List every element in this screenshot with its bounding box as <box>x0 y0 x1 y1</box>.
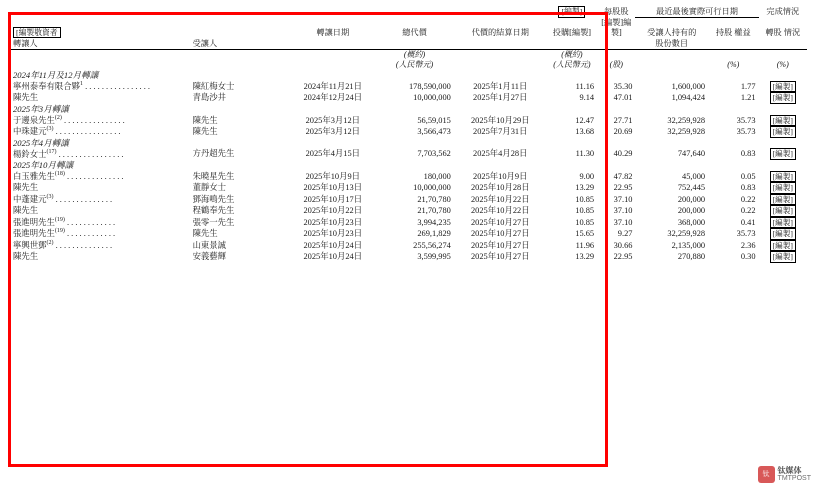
unit-approx-price: (概約) <box>561 50 583 60</box>
cell-price: 13.29 <box>575 252 595 262</box>
unit-rmb-price: (人民幣元) <box>553 60 591 70</box>
cell-shares: 200,000 <box>677 206 706 216</box>
cell-transferee: 山東景誠 <box>192 240 227 250</box>
cell-shares: 747,640 <box>677 149 706 159</box>
cell-pct2: 0.05 <box>740 171 756 181</box>
cell-consideration: 3,566,473 <box>417 127 451 137</box>
cell-transfer-date: 2025年3月12日 <box>305 127 361 137</box>
cell-pct1: 35.30 <box>613 81 633 91</box>
cell-transfer-date: 2025年10月17日 <box>303 194 363 204</box>
cell-pct2: 0.22 <box>740 194 756 204</box>
header-holding-pct: 持股 權益 <box>715 27 751 37</box>
cell-completion: [編製] <box>759 92 807 104</box>
cell-price: 13.29 <box>575 183 595 193</box>
cell-pct2: 2.36 <box>740 240 756 250</box>
cell-consideration: 178,590,000 <box>408 81 451 91</box>
unit-pct-1: (股) <box>609 60 623 70</box>
table-row <box>10 92 807 104</box>
header-group-sub1: 受讓人持有的 <box>647 27 697 37</box>
cell-pct1: 20.69 <box>613 127 633 137</box>
unit-rmb-consideration: (人民幣元) <box>395 60 434 70</box>
cell-settlement-date: 2025年10月27日 <box>470 229 530 239</box>
cell-transferor: 陳先生 <box>13 183 39 193</box>
header-transferor: 轉讓人 <box>10 38 190 50</box>
cell-pct1: 47.01 <box>613 93 633 103</box>
header-completion: 完成情況 <box>766 7 800 17</box>
cell-transfer-date: 2025年10月24日 <box>303 240 363 250</box>
cell-pct2: 0.83 <box>740 149 756 159</box>
cell-transfer-date: 2025年10月23日 <box>303 229 363 239</box>
cell-price: 12.47 <box>575 115 595 125</box>
cell-pct1: 37.10 <box>613 217 633 227</box>
cell-settlement-date: 2025年1月11日 <box>473 81 528 91</box>
cell-shares: 32,259,928 <box>667 115 706 125</box>
cell-completion: [編製] <box>759 126 807 138</box>
cell-consideration: 10,000,000 <box>413 93 451 103</box>
table-row <box>10 194 807 206</box>
cell-shares: 368,000 <box>677 217 706 227</box>
cell-transfer-date: 2025年10月9日 <box>305 171 361 181</box>
table-row <box>10 115 807 127</box>
cell-settlement-date: 2025年10月22日 <box>470 206 530 216</box>
header-group-row <box>10 6 807 18</box>
table-row <box>10 205 807 217</box>
cell-shares: 1,094,424 <box>671 93 706 103</box>
cell-price: 11.96 <box>575 240 595 250</box>
cell-shares: 270,880 <box>677 252 706 262</box>
cell-consideration: 21,70,780 <box>417 194 451 204</box>
cell-consideration: 255,56,274 <box>413 240 451 250</box>
cell-transferor: 中珠建元$^{(3)}$ . . . . . . . . . . . . . . . . <box>13 126 121 137</box>
cell-transferor: 寧興世鄧$^{(2)}$ . . . . . . . . . . . . . . <box>13 239 113 250</box>
cell-price: 15.65 <box>575 229 595 239</box>
cell-consideration: 180,000 <box>423 171 451 181</box>
watermark-text: 钛媒体 TMTPOST <box>777 465 811 482</box>
cell-price: 10.85 <box>575 217 595 227</box>
header-per-share: 每股股 <box>603 7 629 17</box>
cell-pct1: 37.10 <box>613 206 633 216</box>
cell-settlement-date: 2025年10月27日 <box>470 217 530 227</box>
cell-completion: [編製] <box>759 240 807 252</box>
cell-settlement-date: 2025年1月27日 <box>473 93 528 103</box>
header-transfer-date: 轉讓日期 <box>316 27 350 37</box>
header-price-label: 投購[編製] <box>552 27 591 37</box>
unit-pct-2: (%) <box>727 60 740 70</box>
header-completion-sub: 轉股 情況 <box>765 27 801 37</box>
cell-transferor: 張進明先生$^{(19)}$ . . . . . . . . . . . . <box>13 228 116 239</box>
table-row <box>10 228 807 240</box>
table-row <box>10 240 807 252</box>
table-row <box>10 171 807 183</box>
cell-price: 9.14 <box>579 93 595 103</box>
cell-settlement-date: 2025年10月27日 <box>470 252 530 262</box>
header-group-sub2: 股份數目 <box>635 38 708 50</box>
cell-transferor: 寧州泰奉有限合夥$^1$ . . . . . . . . . . . . . . . . <box>13 81 150 91</box>
cell-transfer-date: 2025年10月13日 <box>303 183 363 193</box>
header-per-share-sub: [編製]編製] <box>601 17 632 37</box>
cell-completion: [編製] <box>759 81 807 93</box>
cell-transferee: 陳先生 <box>192 229 218 239</box>
cell-transferee: 張零一先生 <box>192 217 235 227</box>
cell-pct1: 47.82 <box>613 171 633 181</box>
cell-settlement-date: 2025年4月28日 <box>473 149 528 159</box>
cell-shares: 32,259,928 <box>667 229 706 239</box>
cell-transferee: 安義藝輝 <box>192 252 227 262</box>
cell-transferor: 陳先生 <box>13 206 39 216</box>
section-title: 2025年10月轉讓 <box>13 159 74 170</box>
table-row <box>10 217 807 229</box>
cell-price: 11.16 <box>575 81 595 91</box>
table-row <box>10 81 807 93</box>
header-price-bracket: [編製] <box>547 6 597 18</box>
section-heading-row <box>10 70 807 81</box>
table-row <box>10 182 807 194</box>
cell-shares: 32,259,928 <box>667 127 706 137</box>
cell-transferee: 董靜女士 <box>192 183 227 193</box>
cell-consideration: 3,599,995 <box>417 252 451 262</box>
cell-transferee: 鄧海鳴先生 <box>192 194 235 204</box>
table-row <box>10 148 807 160</box>
cell-settlement-date: 2025年10月28日 <box>470 183 530 193</box>
unit-approx-consideration: (概約) <box>403 50 426 60</box>
cell-transfer-date: 2025年10月24日 <box>303 252 363 262</box>
cell-transferor: 張進明先生$^{(19)}$ . . . . . . . . . . . . <box>13 216 116 227</box>
cell-shares: 752,445 <box>677 183 706 193</box>
cell-completion: [編製] <box>759 115 807 127</box>
cell-transferor: 中蓬建元$^{(3)}$ . . . . . . . . . . . . . . <box>13 193 113 204</box>
header-sub-row-1 <box>10 18 807 39</box>
header-consideration: 總代價 <box>402 27 427 37</box>
watermark-logo-icon: 钛 <box>758 466 775 483</box>
cell-transferor: 陳先生 <box>13 252 39 262</box>
cell-consideration: 56,59,015 <box>417 115 451 125</box>
cell-pct1: 22.95 <box>613 252 633 262</box>
cell-consideration: 10,000,000 <box>413 183 451 193</box>
cell-price: 10.85 <box>575 206 595 216</box>
cell-completion: [編製] <box>759 251 807 263</box>
cell-price: 10.85 <box>575 194 595 204</box>
section-title: 2025年3月轉讓 <box>13 103 69 114</box>
cell-pct1: 22.95 <box>613 183 633 193</box>
cell-pct2: 1.21 <box>740 93 756 103</box>
cell-transferee: 青島沙井 <box>192 93 227 103</box>
cell-transferor: 于邊泉先生$^{(2)}$ . . . . . . . . . . . . . . . <box>13 114 125 125</box>
cell-transferor: 白玉雅先生$^{(18)}$ . . . . . . . . . . . . . . <box>13 170 124 181</box>
cell-consideration: 269,1,829 <box>417 229 451 239</box>
cell-transferor: 楊鈴女士$^{(17)}$ . . . . . . . . . . . . . . . . <box>13 148 124 159</box>
header-sub-row-2 <box>10 38 807 50</box>
cell-consideration: 7,703,562 <box>417 149 451 159</box>
cell-pct1: 37.10 <box>613 194 633 204</box>
cell-transferee: 朱曉星先生 <box>192 171 235 181</box>
table-row <box>10 126 807 138</box>
cell-pct2: 35.73 <box>736 127 756 137</box>
header-transferor-main: [編製敬資者 <box>10 18 190 39</box>
cell-transferor: 陳先生 <box>13 93 39 103</box>
section-heading-row <box>10 104 807 115</box>
table-row <box>10 251 807 263</box>
cell-completion: [編製] <box>759 148 807 160</box>
units-row-approx <box>10 50 807 61</box>
cell-price: 11.30 <box>575 149 595 159</box>
cell-completion: [編製] <box>759 171 807 183</box>
cell-settlement-date: 2025年7月31日 <box>473 127 528 137</box>
cell-pct1: 30.66 <box>613 240 633 250</box>
cell-completion: [編製] <box>759 217 807 229</box>
section-title: 2025年4月轉讓 <box>13 137 69 148</box>
cell-pct2: 0.41 <box>740 217 756 227</box>
cell-transfer-date: 2025年10月23日 <box>303 217 363 227</box>
header-transferee: 受讓人 <box>190 38 291 50</box>
cell-pct2: 35.73 <box>736 115 756 125</box>
cell-settlement-date: 2025年10月29日 <box>470 115 530 125</box>
header-settlement-date: 代價的結算日期 <box>471 27 529 37</box>
section-heading-row <box>10 138 807 149</box>
cell-pct2: 0.22 <box>740 206 756 216</box>
cell-completion: [編製] <box>759 182 807 194</box>
cell-pct1: 9.27 <box>617 229 633 239</box>
cell-transferee: 陳先生 <box>192 115 218 125</box>
cell-completion: [編製] <box>759 205 807 217</box>
cell-settlement-date: 2025年10月9日 <box>473 171 528 181</box>
cell-shares: 2,135,000 <box>671 240 706 250</box>
cell-transferee: 陳紅梅女士 <box>192 81 235 91</box>
cell-transfer-date: 2025年3月12日 <box>305 115 361 125</box>
cell-settlement-date: 2025年10月22日 <box>470 194 530 204</box>
share-transfer-table <box>10 6 807 263</box>
cell-settlement-date: 2025年10月27日 <box>470 240 530 250</box>
unit-pct-3: (%) <box>776 60 789 70</box>
cell-pct2: 35.73 <box>736 229 756 239</box>
cell-pct2: 1.77 <box>740 81 756 91</box>
cell-transfer-date: 2024年11月21日 <box>303 81 362 91</box>
cell-price: 9.00 <box>579 171 595 181</box>
cell-shares: 200,000 <box>677 194 706 204</box>
cell-transfer-date: 2025年10月22日 <box>303 206 363 216</box>
cell-pct1: 40.29 <box>613 149 633 159</box>
cell-transfer-date: 2025年4月15日 <box>305 149 361 159</box>
cell-transferee: 方丹超先生 <box>192 149 235 159</box>
cell-pct2: 0.30 <box>740 252 756 262</box>
cell-consideration: 3,994,235 <box>417 217 451 227</box>
cell-completion: [編製] <box>759 194 807 206</box>
cell-pct1: 27.71 <box>613 115 633 125</box>
header-group-latest-date: 最近最後實際可行日期 <box>635 6 758 18</box>
cell-pct2: 0.83 <box>740 183 756 193</box>
cell-completion: [編製] <box>759 228 807 240</box>
cell-consideration: 21,70,780 <box>417 206 451 216</box>
cell-price: 13.68 <box>575 127 595 137</box>
section-title: 2024年11月及12月轉讓 <box>13 70 99 81</box>
watermark <box>758 466 811 483</box>
cell-transferee: 程鶴奉先生 <box>192 206 235 216</box>
cell-transferee: 陳先生 <box>192 127 218 137</box>
units-row-currency <box>10 60 807 70</box>
cell-shares: 1,600,000 <box>671 81 706 91</box>
cell-shares: 45,000 <box>682 171 706 181</box>
section-heading-row <box>10 160 807 171</box>
cell-transfer-date: 2024年12月24日 <box>303 93 363 103</box>
